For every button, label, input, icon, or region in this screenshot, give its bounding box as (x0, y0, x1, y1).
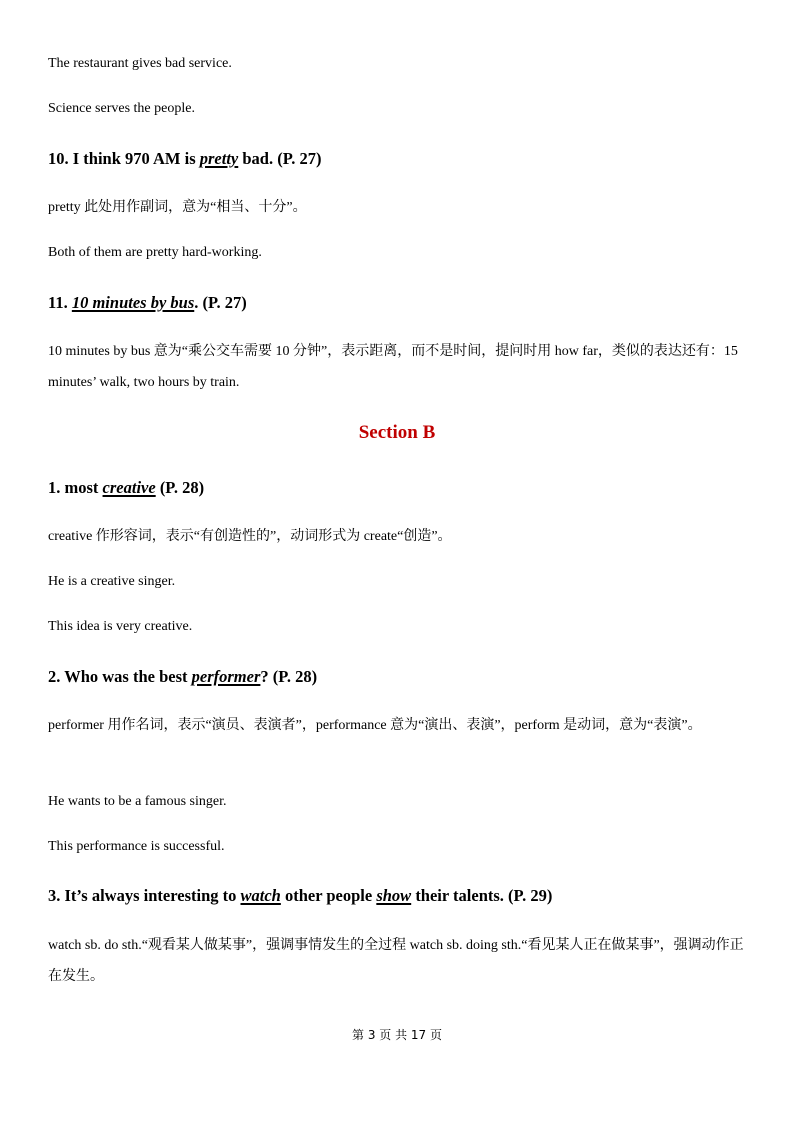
heading-b1: 1. most creative (P. 28) (48, 478, 205, 497)
sentence-science: Science serves the people. (48, 101, 195, 116)
sentence-restaurant: The restaurant gives bad service. (48, 56, 232, 71)
note-creative: creative 作形容词，表示“有创造性的”，动词形式为 create“创造”。 (48, 529, 452, 544)
example-performer-2: This performance is successful. (48, 839, 225, 854)
example-performer-1: He wants to be a famous singer. (48, 794, 227, 809)
note-pretty: pretty 此处用作副词，意为“相当、十分”。 (48, 200, 307, 215)
note-watch: watch sb. do sth.“观看某人做某事”，强调事情发生的全过程 watch sb. doing sth.“看见某人正在做某事”，强调动作正在发生。 (48, 938, 744, 984)
heading-item-10: 10. I think 970 AM is pretty bad. (P. 27) (48, 149, 322, 168)
keyword-pretty: pretty (199, 149, 239, 168)
keyword-watch: watch (240, 886, 281, 905)
heading-b3: 3. It’s always interesting to watch other people show their talents. (P. 29) (48, 886, 553, 905)
example-creative-1: He is a creative singer. (48, 574, 176, 589)
section-title: Section B (358, 422, 436, 443)
keyword-performer: performer (191, 667, 261, 686)
note-by-bus: 10 minutes by bus 意为“乘公交车需要 10 分钟”，表示距离，而不是时间，提问时用 how far，类似的表达还有：15 minutes’ walk, two hours by train. (48, 344, 738, 390)
note-performer: performer 用作名词，表示“演员、表演者”，performance 意为“演出、表演”，perform 是动词，意为“表演”。 (48, 718, 702, 733)
keyword-show: show (376, 886, 412, 905)
keyword-creative: creative (102, 478, 156, 497)
heading-item-11: 11. 10 minutes by bus. (P. 27) (48, 293, 247, 312)
example-pretty: Both of them are pretty hard-working. (48, 245, 262, 260)
heading-b2: 2. Who was the best performer? (P. 28) (48, 667, 318, 686)
page-footer: 第 3 页 共 17 页 (352, 1028, 442, 1042)
example-creative-2: This idea is very creative. (48, 619, 193, 634)
keyword-10-minutes-by-bus: 10 minutes by bus (71, 293, 195, 312)
